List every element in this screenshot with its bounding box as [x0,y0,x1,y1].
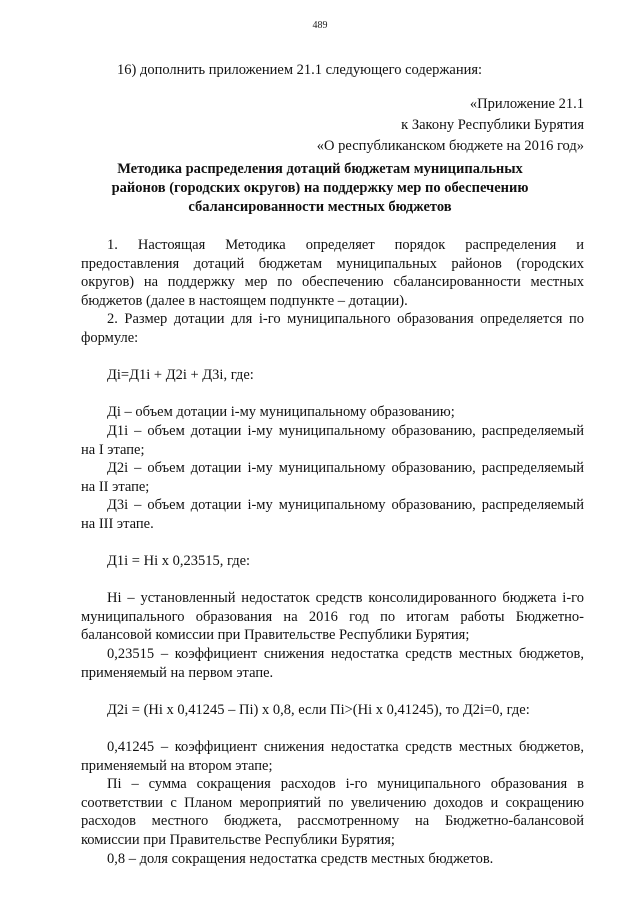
formula: Дi=Д1i + Д2i + Д3i, где: [107,367,254,384]
definition: Нi – установленный недостаток средств консолидированного бюджета i-го муниципального образования на 2016 год по итогам работы Бюджетно-балансовой комиссии при Правительстве Республики Бурятия; [81,590,584,644]
paragraph: 1. Настоящая Методика определяет порядок распределения и предоставления дотаций бюджетам муниципальных районов (городских округов) на поддержку мер по обеспечению сбалансированности местных бюджетов (далее в настоящем подпункте – дотации). [81,237,584,309]
definition: Пi – сумма сокращения расходов i-го муниципального образования в соответствии с Планом мероприятий по увеличению доходов и сокращению расходов местного бюджета, рассмотренному на Бюджетно-балансовой комиссии при Правительстве Республики Бурятия; [81,776,584,848]
definition: 0,8 – доля сокращения недостатка средств местных бюджетов. [107,850,494,867]
document-body [81,236,584,868]
document-title [100,160,540,217]
amendment-intro: 16) дополнить приложением 21.1 следующего содержания: [117,62,483,78]
appendix-line: «Приложение 21.1 [469,96,584,112]
definition: Д3i – объем дотации i-му муниципальному образованию, распределяемый на III этапе. [81,497,584,532]
definition: Д2i – объем дотации i-му муниципальному образованию, распределяемый на II этапе; [81,460,584,495]
title-line: Методика распределения дотаций бюджетам муниципальных [117,161,523,177]
definition: 0,23515 – коэффициент снижения недостатка средств местных бюджетов, применяемый на первом этапе. [81,646,584,681]
formula: Д2i = (Нi х 0,41245 – Пi) х 0,8, если Пi>(Нi х 0,41245), то Д2i=0, где: [107,701,530,718]
appendix-header [317,94,584,157]
appendix-line: «О республиканском бюджете на 2016 год» [316,138,584,154]
definition: 0,41245 – коэффициент снижения недостатка средств местных бюджетов, применяемый на втором этапе; [81,739,584,774]
appendix-line: к Закону Республики Бурятия [401,117,584,133]
page-number: 489 [312,20,328,31]
title-line: сбалансированности местных бюджетов [188,199,452,215]
definition: Д1i – объем дотации i-му муниципальному образованию, распределяемый на I этапе; [81,422,584,458]
paragraph: 2. Размер дотации для i-го муниципального образования определяется по формуле: [81,311,584,346]
definition: Дi – объем дотации i-му муниципальному образованию; [107,404,455,421]
title-line: районов (городских округов) на поддержку мер по обеспечению [111,180,529,196]
formula: Д1i = Нi х 0,23515, где: [107,553,251,570]
